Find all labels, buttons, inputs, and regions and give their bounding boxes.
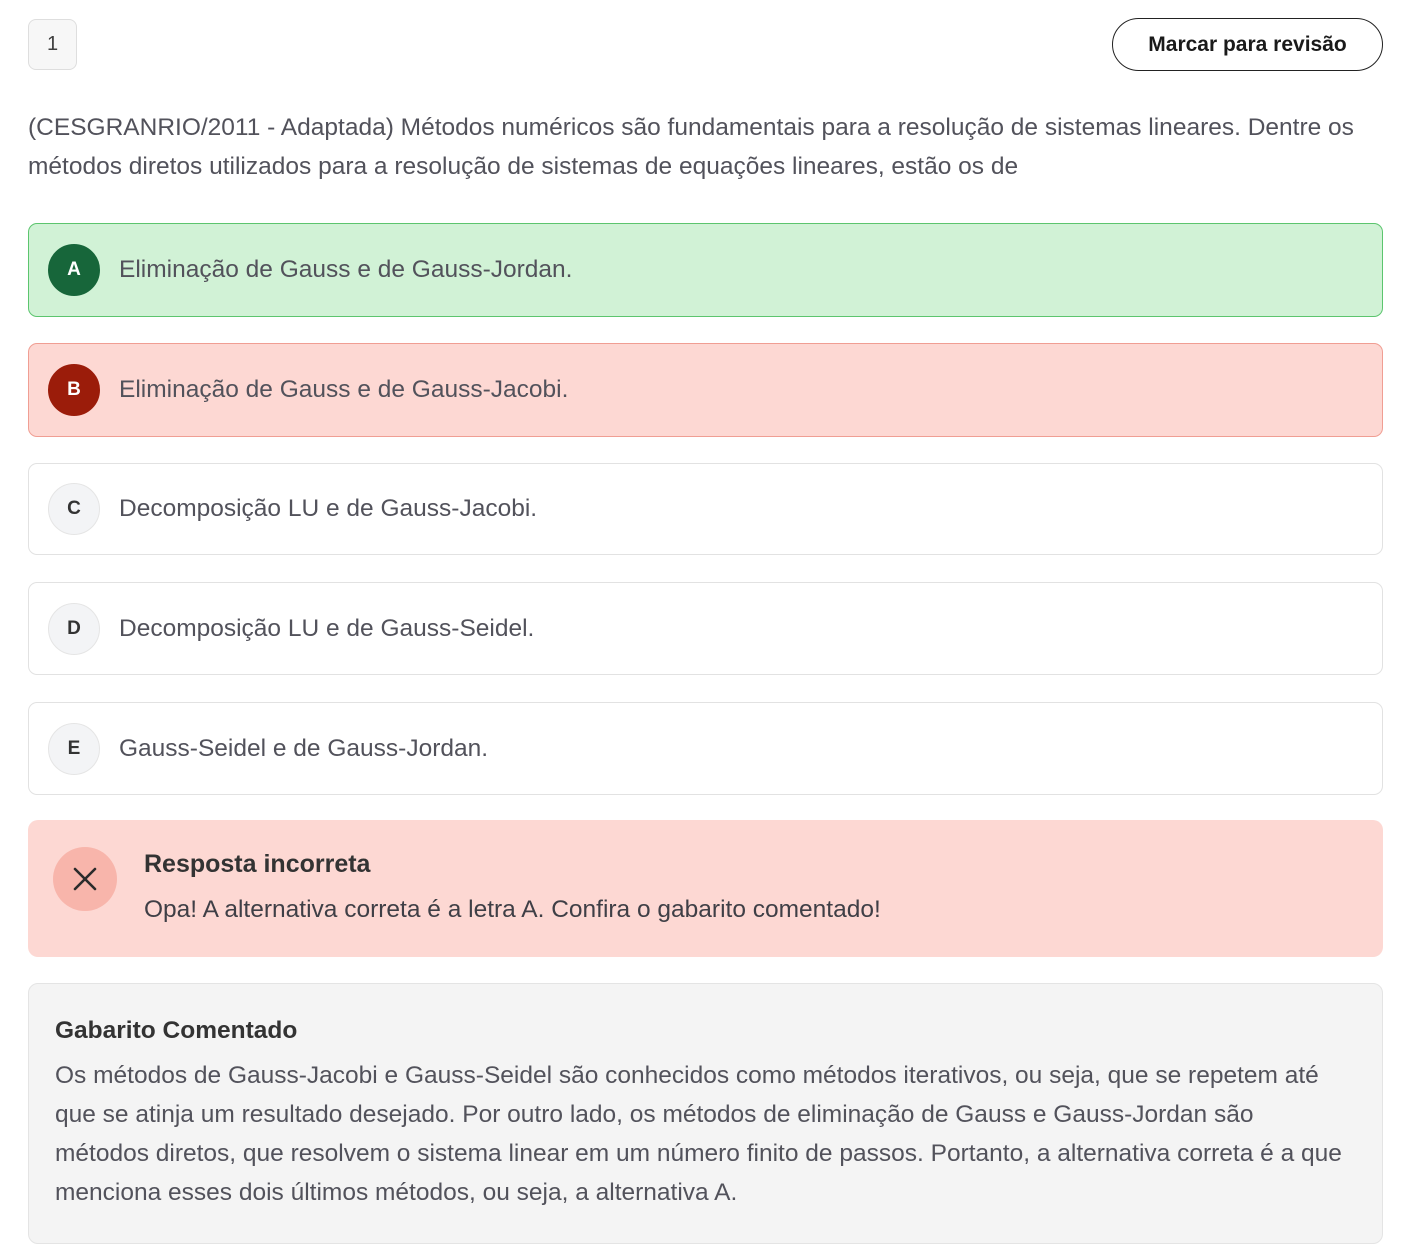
feedback-title: Resposta incorreta [144, 850, 371, 878]
option-e[interactable] [28, 702, 1383, 795]
option-text-e: Gauss-Seidel e de Gauss-Jordan. [119, 734, 489, 762]
option-a[interactable] [28, 223, 1383, 317]
option-text-b: Eliminação de Gauss e de Gauss-Jacobi. [119, 376, 569, 403]
option-text-c: Decomposição LU e de Gauss-Jacobi. [119, 495, 538, 522]
question-number-badge: 1 [28, 19, 77, 70]
question-statement: (CESGRANRIO/2011 - Adaptada) Métodos numéricos são fundamentais para a resolução de sistemas lineares. Dentre os métodos diretos utilizados para a resolução de sistemas de equações lineares, estão os de [28, 114, 1354, 180]
commentary-title: Gabarito Comentado [55, 1017, 298, 1044]
option-letter-b: B [48, 364, 100, 416]
option-letter-d: D [48, 603, 100, 655]
option-letter-c: C [48, 483, 100, 535]
commentary-body: Os métodos de Gauss-Jacobi e Gauss-Seidel são conhecidos como métodos iterativos, ou seja, que se repetem até que se atinja um resultado desejado. Por outro lado, os métodos de eliminação de Gauss e Gauss-Jordan são métodos diretos, que resolvem o sistema linear em um número finito de passos. Portanto, a alternativa correta é a que menciona esses dois últimos métodos, ou seja, a alternativa A. [55, 1062, 1342, 1206]
mark-for-review-button[interactable]: Marcar para revisão [1112, 18, 1383, 71]
option-c[interactable] [28, 463, 1383, 555]
option-b[interactable] [28, 343, 1383, 437]
commented-answer-panel [28, 983, 1383, 1244]
option-letter-a: A [48, 244, 100, 296]
option-text-d: Decomposição LU e de Gauss-Seidel. [119, 614, 535, 642]
answer-feedback-banner [28, 820, 1383, 957]
option-letter-e: E [48, 723, 100, 775]
option-d[interactable] [28, 582, 1383, 675]
close-icon [53, 847, 117, 911]
option-text-a: Eliminação de Gauss e de Gauss-Jordan. [119, 256, 573, 283]
feedback-message: Opa! A alternativa correta é a letra A. Confira o gabarito comentado! [144, 896, 881, 923]
